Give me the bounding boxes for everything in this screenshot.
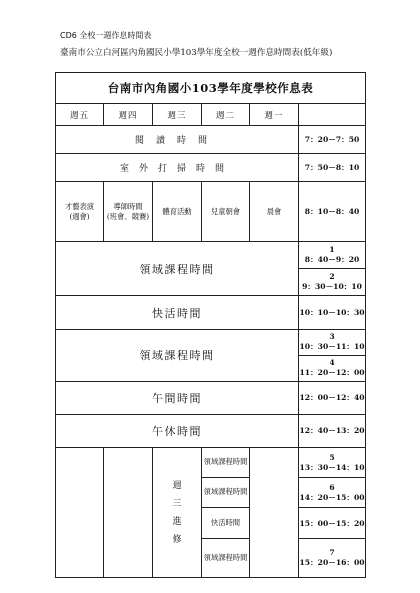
morning-wed-activity: 體育活動 <box>153 182 202 242</box>
period-2-number: 2 <box>329 272 335 282</box>
period-6-range: 14：20－15：00 <box>299 492 365 502</box>
period-6-time <box>299 478 366 508</box>
day-header-mon: 週一 <box>250 104 299 126</box>
cleaning-time-range: 7：50－8：10 <box>299 154 366 182</box>
period-4-time <box>299 355 366 381</box>
reading-time-label: 閱讀時間 <box>56 125 299 153</box>
day-header-fri: 週五 <box>56 104 104 126</box>
day-header-thu: 週四 <box>104 104 153 126</box>
time-header-blank <box>299 104 366 126</box>
afternoon-happy-time-range: 15：00－15：20 <box>299 508 366 539</box>
nap-time-range: 12：40－13：20 <box>299 414 366 447</box>
happy-time-label: 快活時間 <box>56 296 299 329</box>
period-2-range: 9：30－10：10 <box>302 282 362 292</box>
period-7-range: 15：20－16：00 <box>299 558 365 568</box>
table-row <box>56 125 366 153</box>
morning-mon-activity: 晨會 <box>250 182 299 242</box>
afternoon-thu-blank <box>104 448 153 578</box>
table-row <box>56 242 366 269</box>
cleaning-time-label: 室外打掃時間 <box>56 154 299 182</box>
period-1-number: 1 <box>329 245 335 255</box>
afternoon-tue-item-2: 領域課程時間 <box>202 478 250 508</box>
weekday-header-row <box>56 104 366 126</box>
period-2-time <box>299 269 366 296</box>
happy-time-range: 10：10－10：30 <box>299 296 366 329</box>
morning-tue-activity: 兒童朝會 <box>202 182 250 242</box>
period-5-number: 5 <box>329 452 335 462</box>
period-7-number: 7 <box>329 548 335 558</box>
afternoon-tue-item-1: 領域課程時間 <box>202 448 250 478</box>
afternoon-tue-item-4: 領域課程時間 <box>202 539 250 578</box>
wednesday-training-label: 週 三 進 修 <box>153 448 202 578</box>
period-3-range: 10：30－11：10 <box>299 342 365 352</box>
table-row <box>56 414 366 447</box>
period-1-range: 8：40－9：20 <box>304 255 360 265</box>
domain-course-label-2: 領域課程時間 <box>56 329 299 381</box>
morning-thu-activity: 導師時間 (班會、競賽) <box>104 182 153 242</box>
morning-fri-activity: 才藝表演 (週會) <box>56 182 104 242</box>
afternoon-mon-blank <box>250 448 299 578</box>
nap-time-label: 午休時間 <box>56 414 299 447</box>
period-6-number: 6 <box>329 482 335 492</box>
reading-time-range: 7：20－7：50 <box>299 125 366 153</box>
table-row <box>56 154 366 182</box>
lunch-time-range: 12：00－12：40 <box>299 381 366 414</box>
period-7-time <box>299 539 366 578</box>
period-4-range: 11：20－12：00 <box>299 368 365 378</box>
afternoon-tue-item-3: 快活時間 <box>202 508 250 539</box>
table-row <box>56 182 366 242</box>
day-header-wed: 週三 <box>153 104 202 126</box>
period-3-number: 3 <box>329 332 335 342</box>
table-row <box>56 448 366 478</box>
schedule-table <box>55 72 366 578</box>
period-1-time <box>299 242 366 269</box>
morning-time-range: 8：10－8：40 <box>299 182 366 242</box>
domain-course-label-1: 領域課程時間 <box>56 242 299 296</box>
lunch-time-label: 午間時間 <box>56 381 299 414</box>
period-5-range: 13：30－14：10 <box>299 462 365 472</box>
table-title: 台南市內角國小103學年度學校作息表 <box>56 73 366 104</box>
period-4-number: 4 <box>329 358 335 368</box>
table-row <box>56 329 366 355</box>
period-3-time <box>299 329 366 355</box>
afternoon-fri-blank <box>56 448 104 578</box>
table-row <box>56 296 366 329</box>
table-row <box>56 381 366 414</box>
day-header-tue: 週二 <box>202 104 250 126</box>
document-title: 臺南市公立白河區內角國民小學103學年度全校一週作息時間表(低年級) <box>60 48 333 58</box>
period-5-time <box>299 448 366 478</box>
document-code: CD6 全校一週作息時間表 <box>60 31 152 40</box>
